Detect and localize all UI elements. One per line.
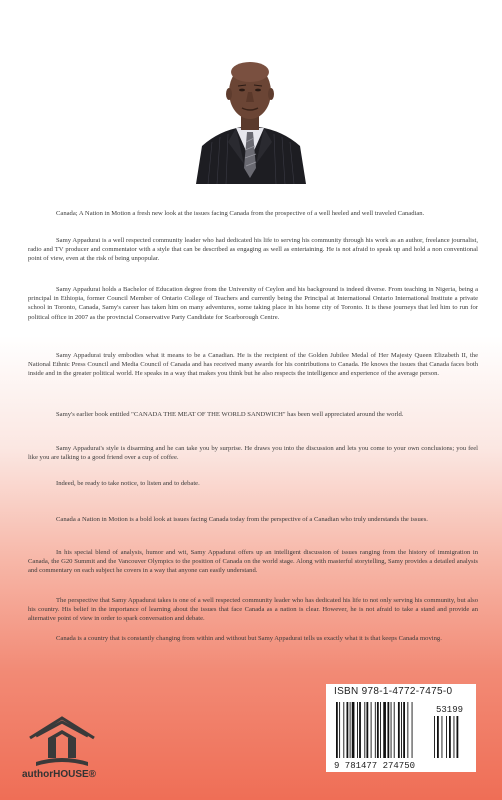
barcode-bar (359, 702, 361, 758)
barcode-bar (457, 716, 459, 758)
barcode-bar (366, 702, 368, 758)
barcode-bar (339, 702, 340, 758)
body-paragraph: Samy's earlier book entitled "CANADA THE MEAT OF THE WORLD SANDWICH" has been well appreciated around the world. (56, 411, 404, 418)
body-paragraph: Canada a Nation in Motion is a bold look at issues facing Canada today from the perspective of a Canadian who truly understands the issues. (56, 516, 428, 523)
body-paragraph: In his special blend of analysis, humor and wit, Samy Appadurai offers up an intelligent discussion of issues ranging from the history of immigration in Canada, the G20 Summit and the Vancouver Olympics to the position of Canada on the world stage. Along with masterful storytelling, Samy provides a detailed analysis and commentary on each subject he covers in a way that anyone can easily understand. (28, 549, 478, 575)
body-paragraph: Samy Appadurai truly embodies what it means to be a Canadian. He is the recipient of the Golden Jubilee Medal of Her Majesty Queen Elizabeth II, the National Ethnic Press Council and Media Council of Canada and has received many awards for his contributions to Canada. He knows the issues that Canada faces both inside and in the greater political world. He speaks in a way that makes you think but he also respects the intelligence and experience of the average person. (28, 352, 478, 378)
barcode-bar (434, 716, 435, 758)
barcode-bar (449, 716, 451, 758)
house-book-icon (22, 714, 102, 768)
barcode-bar (403, 702, 405, 758)
barcode-digits: 9 781477 274750 (334, 761, 416, 770)
barcode-bar (375, 702, 376, 758)
barcode (332, 700, 472, 770)
isbn-barcode-box (326, 684, 476, 772)
barcode-bar (377, 702, 379, 758)
barcode-bar (442, 716, 443, 758)
barcode-bar (387, 702, 389, 758)
barcode-bar (437, 716, 439, 758)
barcode-bar (371, 702, 372, 758)
barcode-bar (336, 702, 338, 758)
barcode-bar (391, 702, 392, 758)
body-paragraph: The perspective that Samy Appadurai takes is one of a well respected community leader who has dedicated his life to not only serving his community, but also his country. His belief in the importance of learning about the issues that face Canada as a nation is clear. However, he is not afraid to take a stand and provide an alternative point of view in order to spark conversation and debate. (28, 597, 478, 623)
barcode-bar (398, 702, 400, 758)
barcode-bar (383, 702, 386, 758)
body-paragraph: Indeed, be ready to take notice, to listen and to debate. (56, 480, 200, 487)
body-paragraph: Samy Appadurai holds a Bachelor of Education degree from the University of Ceylon and his background is indeed diverse. From teaching in Nigeria, being a principal in Ethiopia, former Council Member of Ontario College of Teachers and currently being the Principal at International Ontario International Institute a private school in Toronto, Canada, Samy's career has taken him on many adventures, some taking place in his home city of Toronto. It is these journeys that led him to run for political office in 2007 as the provincial Conservative Party Candidate for Scarborough Centre. (28, 286, 478, 321)
barcode-bar (407, 702, 408, 758)
barcode-bar (401, 702, 402, 758)
barcode-bar (364, 702, 365, 758)
barcode-bar (380, 702, 381, 758)
body-paragraph: Canada is a country that is constantly changing from within and without but Samy Appadurai tells us exactly what it is that keeps Canada moving. (56, 635, 442, 642)
barcode-bar (357, 702, 358, 758)
price-code: 53199 (436, 705, 464, 715)
body-paragraph: Canada; A Nation in Motion a fresh new look at the issues facing Canada from the prospective of a well heeled and well traveled Canadian. (56, 210, 425, 217)
author-photo (192, 42, 310, 184)
publisher-name: authorHOUSE® (22, 769, 97, 780)
barcode-bar (352, 702, 355, 758)
isbn-label: ISBN 978-1-4772-7475-0 (334, 686, 453, 697)
barcode-bar (343, 702, 344, 758)
body-paragraph: Samy Appadurai is a well respected community leader who had dedicated his life to serving his community through his work as an author, freelance journalist, radio and TV producer and commentator with a style that can be described as engaging as well as entertaining. He is not afraid to speak up and hold a non conventional point of view, even at the risk of being unpopular. (28, 237, 478, 263)
barcode-bar (412, 702, 413, 758)
barcode-bar (394, 702, 395, 758)
barcode-bar (350, 702, 351, 758)
barcode-bar (347, 702, 349, 758)
publisher-logo (22, 714, 102, 784)
barcode-bar (454, 716, 455, 758)
body-paragraph: Samy Appadurai's style is disarming and he can take you by surprise. He draws you into the discussion and lets you come to your own conclusions; you feel like you are talking to a good friend over a cup of coffee. (28, 445, 478, 462)
barcode-bar (446, 716, 447, 758)
